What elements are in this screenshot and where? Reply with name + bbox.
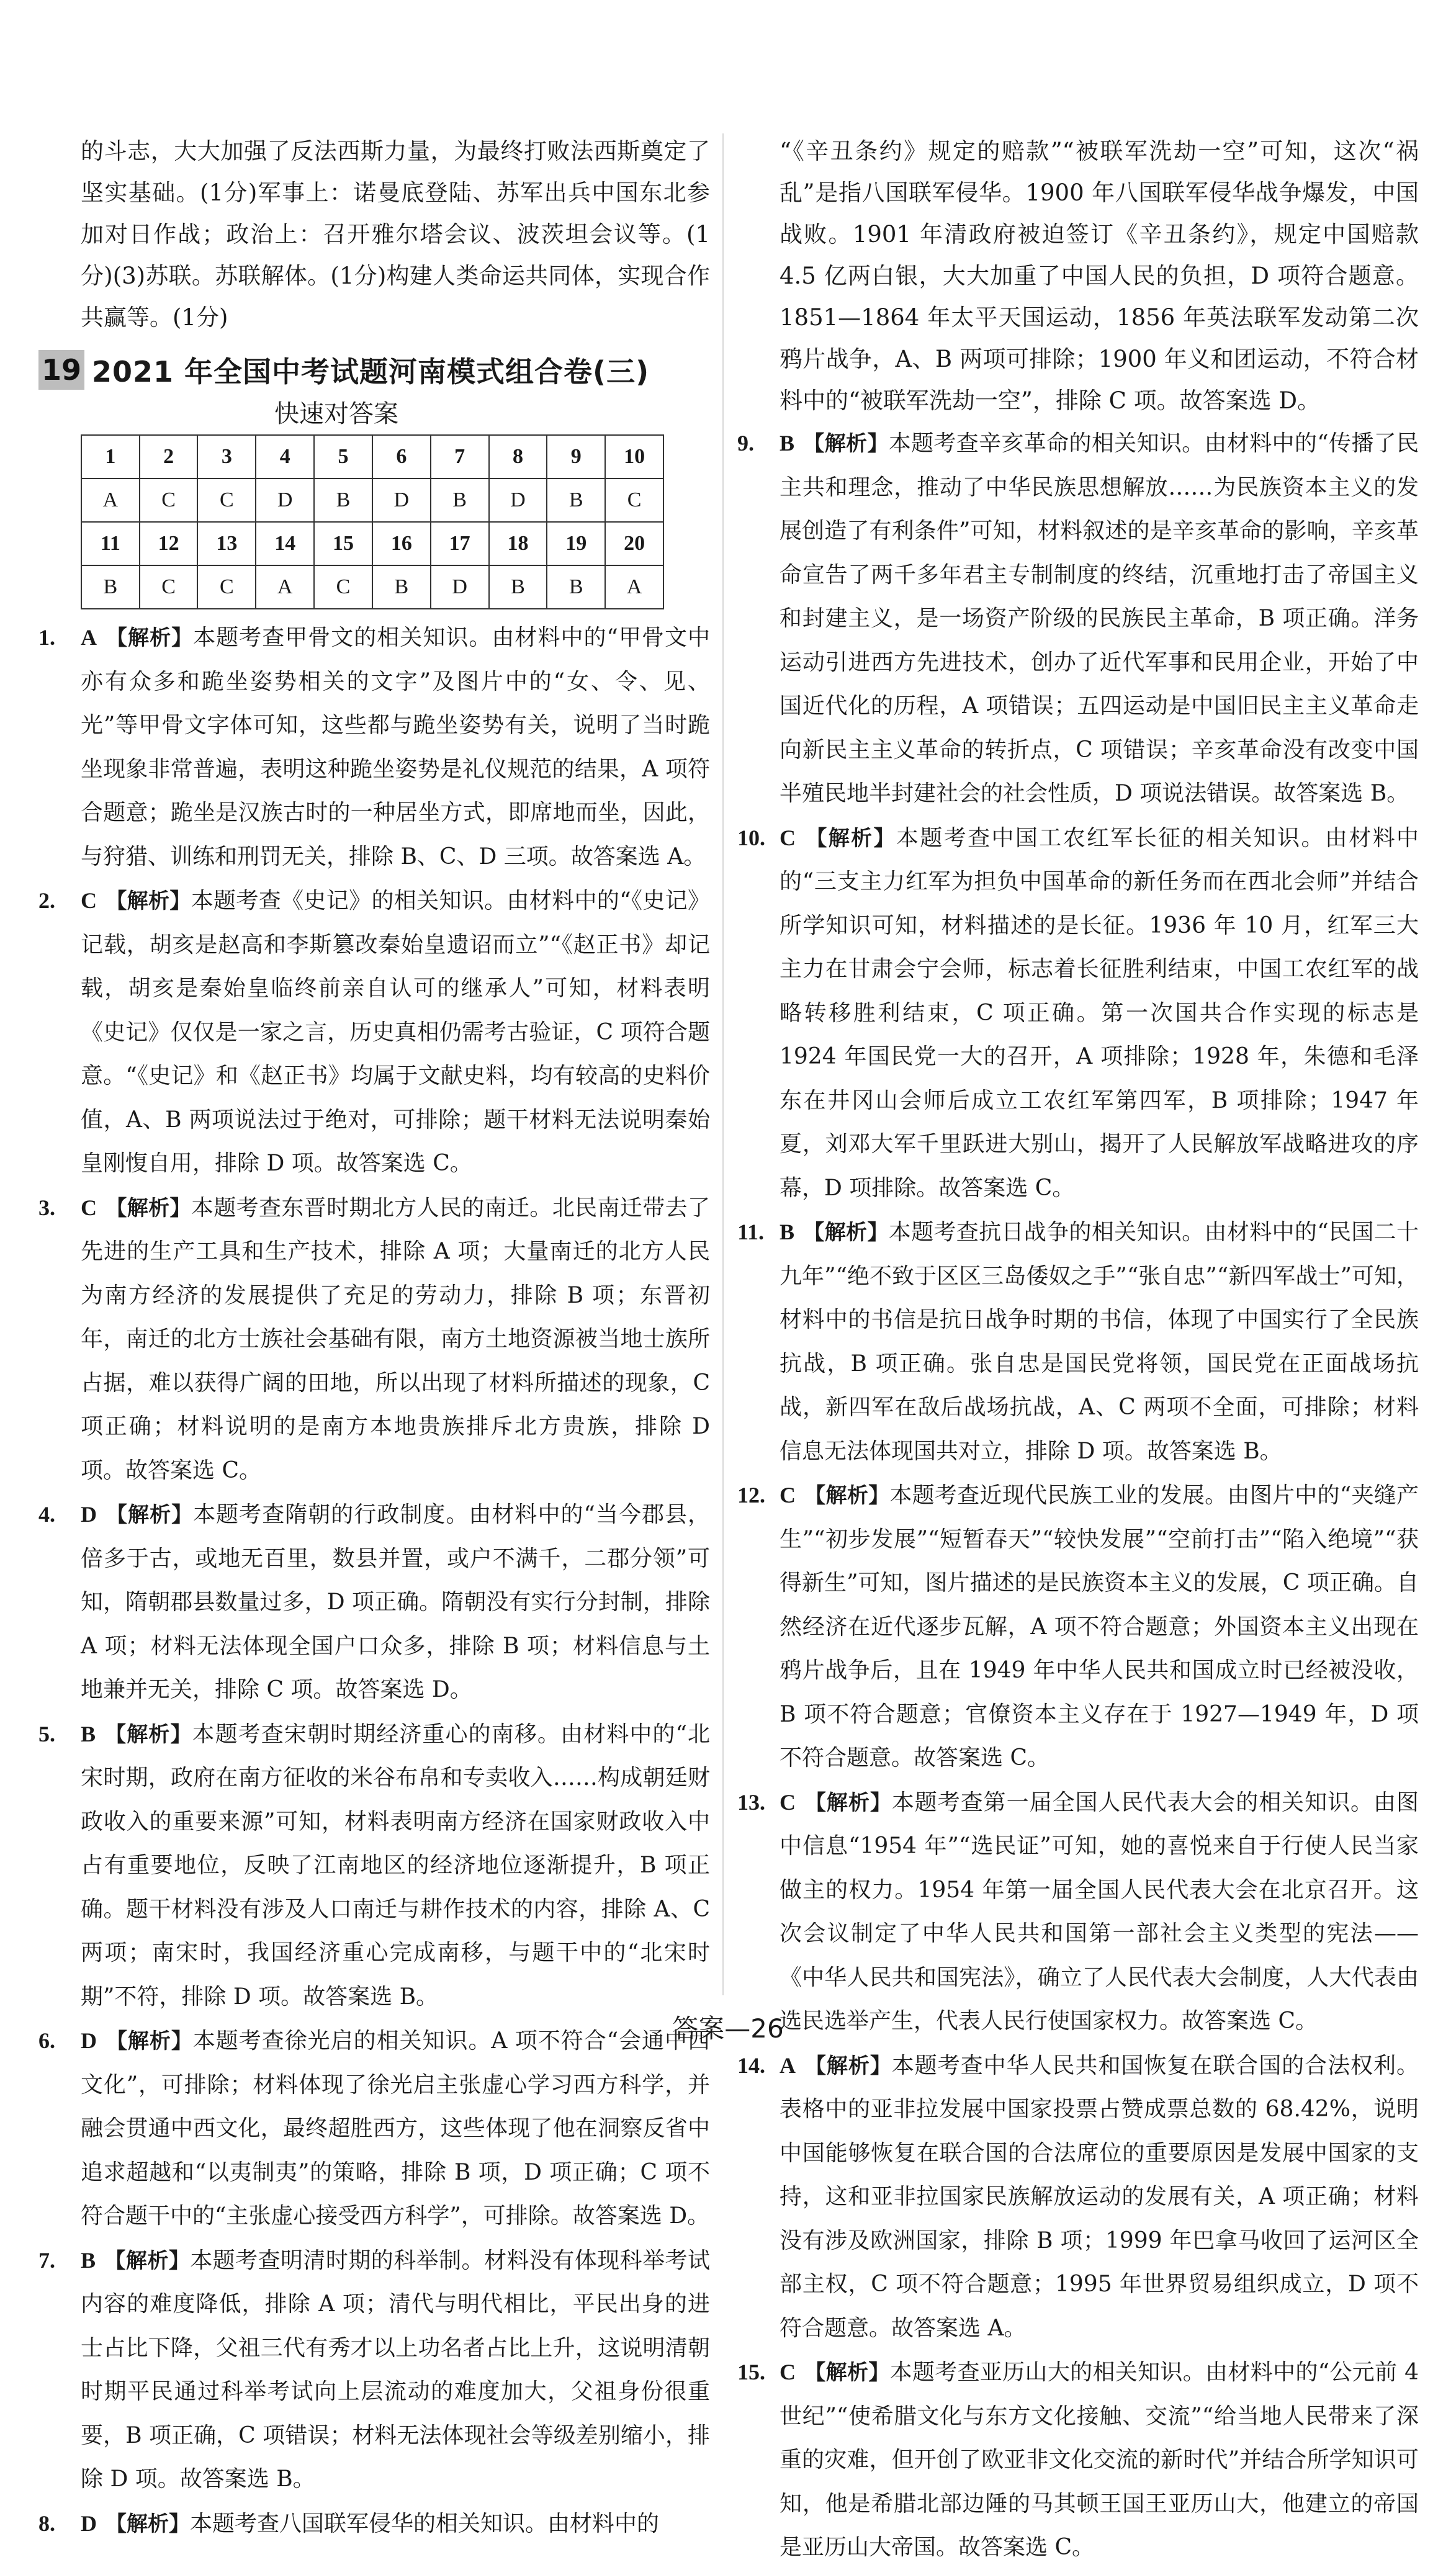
answer-letter-cell: B (431, 479, 489, 522)
question-number-cell: 4 (256, 435, 314, 479)
question-number: 15. (737, 2360, 765, 2384)
analysis-text: 本题考查第一届全国人民代表大会的相关知识。由图中信息“1954 年”“选民证”可知，她的喜悦来自于行使人民当家做主的权力。1954 年第一届全国人民代表大会在北京召开。这次会议制定了中华人民共和国第一部社会主义类型的宪法——《中华人民共和国宪法》，确立了人民代表大会制度，人大代表由选民选举产生，代表人民行使国家权力。故答案选 C。 (780, 1789, 1419, 2034)
page-number: 答案—26 (672, 2013, 784, 2044)
analysis-tag: 【解析】 (804, 1790, 892, 1815)
answer-item (38, 1186, 710, 1493)
answer-table-row (81, 479, 663, 522)
right-answer-list (737, 421, 1419, 2570)
answer-letter-cell: D (256, 479, 314, 522)
answer-item (38, 2239, 710, 2502)
analysis-tag: 【解析】 (803, 1220, 889, 1245)
analysis-text: 本题考查《史记》的相关知识。由材料中的“《史记》记载，胡亥是赵高和李斯篡改秦始皇遗诏而立”“《赵正书》却记载，胡亥是秦始皇临终前亲自认可的继承人”可知，材料表明《史记》仅仅是一家之言，历史真相仍需考古验证，C 项符合题意。“《史记》和《赵正书》均属于文献史料，均有较高的史料价值，A、B 两项说法过于绝对，可排除；题干材料无法说明秦始皇刚愎自用，排除 D 项。故答案选 C。 (81, 888, 711, 1176)
answer-letter-cell: A (81, 479, 140, 522)
question-number-cell: 13 (197, 522, 256, 565)
section-title: 2021 年全国中考试题河南模式组合卷(三) (92, 355, 650, 389)
answer-letter-cell: C (140, 479, 198, 522)
answer-letter: C (780, 825, 796, 850)
question-number: 4. (38, 1502, 55, 1527)
analysis-text: 本题考查甲骨文的相关知识。由材料中的“甲骨文中亦有众多和跪坐姿势相关的文字”及图片中的“女、令、见、光”等甲骨文字体可知，这些都与跪坐姿势有关，说明了当时跪坐现象非常普遍，表明这种跪坐姿势是礼仪规范的结果，A 项符合题意；跪坐是汉族古时的一种居坐方式，即席地而坐，因此，与狩猎、训练和刑罚无关，排除 B、C、D 三项。故答案选 A。 (81, 625, 711, 869)
answer-letter-cell: B (547, 479, 605, 522)
question-number-cell: 10 (605, 435, 663, 479)
answer-letter: B (780, 1220, 795, 1244)
answer-item (737, 421, 1419, 816)
section-number: 19 (38, 350, 84, 390)
question-number: 11. (737, 1220, 765, 1244)
answer-letter-cell: B (547, 565, 605, 609)
answer-table-row (81, 565, 663, 609)
left-column (38, 130, 710, 2546)
answer-letter-cell: C (314, 565, 372, 609)
analysis-text: 本题考查亚历山大的相关知识。由材料中的“公元前 4 世纪”“使希腊文化与东方文化接触、交流”“给当地人民带来了深重的灾难，但开创了欧亚非文化交流的新时代”并结合所学知识可知，他是希腊北部边陲的马其顿王国王亚历山大，他建立的帝国是亚历山大帝国。故答案选 C。 (780, 2360, 1419, 2560)
answer-letter-cell: A (605, 565, 663, 609)
question-number: 10. (737, 825, 765, 850)
answer-letter-cell: B (489, 565, 547, 609)
question-number: 14. (737, 2052, 765, 2078)
analysis-tag: 【解析】 (804, 2360, 890, 2385)
question-number-cell: 18 (489, 522, 547, 565)
analysis-text: 本题考查宋朝时期经济重心的南移。由材料中的“北宋时期，政府在南方征收的米谷布帛和专卖收入……构成朝廷财政收入的重要来源”可知，材料表明南方经济在国家财政收入中占有重要地位，反映了江南地区的经济地位逐渐提升，B 项正确。题干材料没有涉及人口南迁与耕作技术的内容，排除 A、C 两项；南宋时，我国经济重心完成南移，与题干中的“北宋时期”不符，排除 D 项。故答案选 B。 (81, 1721, 711, 2010)
question-number-cell: 19 (547, 522, 605, 565)
answer-item (38, 1712, 710, 2020)
analysis-text: 本题考查徐光启的相关知识。A 项不符合“会通中西文化”，可排除；材料体现了徐光启主张虚心学习西方科学，并融会贯通中西文化，最终超胜西方，这些体现了他在洞察反省中追求超越和“以夷制夷”的策略，排除 B 项，D 项正确；C 项不符合题干中的“主张虚心接受西方科学”，可排除。故答案选 D。 (81, 2028, 710, 2229)
answer-letter-cell: B (81, 565, 140, 609)
answer-item (38, 1493, 710, 1712)
answer-letter: C (780, 1483, 796, 1507)
answer-letter-cell: B (372, 565, 431, 609)
answer-table-row (81, 435, 663, 479)
question-number-cell: 15 (314, 522, 372, 565)
answer-item (38, 616, 710, 879)
answer-letter-cell: D (372, 479, 431, 522)
question-number: 5. (38, 1721, 55, 1746)
analysis-text: 本题考查明清时期的科举制。材料没有体现科举考试内容的难度降低，排除 A 项；清代与明代相比，平民出身的进士占比下降，父祖三代有秀才以上功名者占比上升，这说明清朝时期平民通过科举考试向上层流动的难度加大，父祖身份很重要，B 项正确，C 项错误；材料无法体现社会等级差别缩小，排除 D 项。故答案选 B。 (81, 2247, 710, 2492)
question-number-cell: 3 (197, 435, 256, 479)
question-number-cell: 2 (140, 435, 198, 479)
question-number: 1. (38, 625, 55, 650)
answer-table-caption: 快速对答案 (274, 400, 398, 428)
analysis-text: 本题考查中华人民共和国恢复在联合国的合法权利。表格中的亚非拉发展中国家投票占赞成票总数的 68.42%，说明中国能够恢复在联合国的合法席位的重要原因是发展中国家的支持，这和亚非拉国家民族解放运动的发展有关，A 项正确；材料没有涉及欧洲国家，排除 B 项；1999 年巴拿马收回了运河区全部主权，C 项不符合题意；1995 年世界贸易组织成立，D 项不符合题意。故答案选 A。 (780, 2052, 1419, 2341)
answer-table-row (81, 522, 663, 565)
analysis-text: 本题考查隋朝的行政制度。由材料中的“当今郡县，倍多于古，或地无百里，数县并置，或户不满千，二郡分领”可知，隋朝郡县数量过多，D 项正确。隋朝没有实行分封制，排除 A 项；材料无法体现全国户口众多，排除 B 项；材料信息与土地兼并无关，排除 C 项。故答案选 D。 (81, 1502, 711, 1702)
answer-letter-cell: B (314, 479, 372, 522)
answer-item (38, 2502, 710, 2546)
analysis-tag: 【解析】 (804, 1483, 890, 1508)
question-number: 6. (38, 2028, 55, 2053)
analysis-tag: 【解析】 (106, 889, 191, 914)
analysis-tag: 【解析】 (803, 431, 889, 456)
answer-item (737, 1781, 1419, 2044)
answer-letter-cell: A (256, 565, 314, 609)
answer-letter: C (81, 1195, 97, 1220)
carried-answer-text-right: “《辛丑条约》规定的赔款”“被联军洗劫一空”可知，这次“祸乱”是指八国联军侵华。1900 年八国联军侵华战争爆发，中国战败。1901 年清政府被迫签订《辛丑条约》，规定中国赔款 4.5 亿两白银，大大加重了中国人民的负担，D 项符合题意。1851—1864 年太平天国运动，1856 年英法联军发动第二次鸦片战争，A、B 两项可排除；1900 年义和团运动，不符合材料中的“被联军洗劫一空”，排除 C 项。故答案选 D。 (780, 138, 1419, 414)
column-divider (722, 133, 724, 1995)
analysis-tag: 【解析】 (104, 1722, 192, 1747)
analysis-text: 本题考查抗日战争的相关知识。由材料中的“民国二十九年”“绝不致于区区三岛倭奴之手”“张自忠”“新四军战士”可知，材料中的书信是抗日战争时期的书信，体现了中国实行了全民族抗战，B 项正确。张自忠是国民党将领，国民党在正面战场抗战，新四军在敌后战场抗战，A、C 两项不全面，可排除；材料信息无法体现国共对立，排除 D 项。故答案选 B。 (780, 1220, 1419, 1464)
question-number: 2. (38, 888, 55, 913)
answer-letter: C (81, 888, 97, 913)
answer-letter: C (780, 2360, 796, 2384)
analysis-text: 本题考查东晋时期北方人民的南迁。北民南迁带去了先进的生产工具和生产技术，排除 A 项；大量南迁的北方人民为南方经济的发展提供了充足的劳动力，排除 B 项；东晋初年，南迁的北方士族社会基础有限，南方土地资源被当地士族所占据，难以获得广阔的田地，所以出现了材料所描述的现象，C 项正确；材料说明的是南方本地贵族排斥北方贵族，排除 D 项。故答案选 C。 (81, 1195, 710, 1483)
answer-letter: B (780, 431, 795, 456)
question-number: 9. (737, 431, 754, 456)
answer-letter: A (81, 625, 97, 650)
answer-letter: B (81, 2247, 96, 2273)
analysis-text: 本题考查近现代民族工业的发展。由图片中的“夹缝产生”“初步发展”“短暂春天”“较快发展”“空前打击”“陷入绝境”“获得新生”可知，图片描述的是民族资本主义的发展，C 项正确。自然经济在近代逐步瓦解，A 项不符合题意；外国资本主义出现在鸦片战争后，且在 1949 年中华人民共和国成立时已经被没收，B 项不符合题意；官僚资本主义存在于 1927—1949 年，D 项不符合题意。故答案选 C。 (780, 1483, 1419, 1771)
analysis-tag: 【解析】 (106, 1503, 194, 1527)
answer-letter-cell: C (605, 479, 663, 522)
analysis-tag: 【解析】 (106, 2511, 190, 2536)
answer-item (38, 879, 710, 1186)
carried-answer-text: 的斗志，大大加强了反法西斯力量，为最终打败法西斯奠定了坚实基础。(1分)军事上：诺曼底登陆、苏军出兵中国东北参加对日作战；政治上：召开雅尔塔会议、波茨坦会议等。(1分)(3)苏联。苏联解体。(1分)构建人类命运共同体，实现合作共赢等。(1分) (81, 138, 710, 331)
answer-letter-cell: C (197, 565, 256, 609)
answer-letter: D (81, 2510, 97, 2536)
question-number-cell: 9 (547, 435, 605, 479)
analysis-tag: 【解析】 (104, 2248, 191, 2273)
answer-letter-cell: C (197, 479, 256, 522)
answer-letter-cell: D (431, 565, 489, 609)
analysis-tag: 【解析】 (804, 825, 896, 851)
analysis-tag: 【解析】 (106, 2029, 193, 2054)
question-number-cell: 11 (81, 522, 140, 565)
analysis-tag: 【解析】 (804, 2053, 892, 2078)
answer-letter: D (81, 2028, 97, 2053)
question-number-cell: 1 (81, 435, 140, 479)
question-number-cell: 8 (489, 435, 547, 479)
question-number: 12. (737, 1483, 765, 1507)
analysis-tag: 【解析】 (106, 1195, 191, 1221)
analysis-text: 本题考查八国联军侵华的相关知识。由材料中的 (190, 2510, 660, 2536)
question-number-cell: 7 (431, 435, 489, 479)
answer-letter-cell: C (140, 565, 198, 609)
answer-table (81, 434, 664, 609)
question-number-cell: 16 (372, 522, 431, 565)
left-answer-list (38, 616, 710, 2546)
answer-item (737, 1473, 1419, 1781)
question-number-cell: 12 (140, 522, 198, 565)
analysis-tag: 【解析】 (106, 626, 194, 650)
answer-item (737, 2350, 1419, 2570)
analysis-text: 本题考查辛亥革命的相关知识。由材料中的“传播了民主共和理念，推动了中华民族思想解放……为民族资本主义的发展创造了有利条件”可知，材料叙述的是辛亥革命的影响，辛亥革命宣告了两千多年君主专制制度的终结，沉重地打击了帝国主义和封建主义，是一场资产阶级的民族民主革命，B 项正确。洋务运动引进西方先进技术，创办了近代军事和民用企业，开始了中国近代化的历程，A 项错误；五四运动是中国旧民主主义革命走向新民主主义革命的转折点，C 项错误；辛亥革命没有改变中国半殖民地半封建社会的社会性质，D 项说法错误。故答案选 B。 (780, 431, 1419, 806)
answer-letter: C (780, 1789, 796, 1815)
answer-item (737, 1210, 1419, 1473)
section-header (38, 349, 710, 390)
question-number: 7. (38, 2247, 55, 2273)
answer-item (737, 2044, 1419, 2351)
question-number-cell: 5 (314, 435, 372, 479)
question-number-cell: 20 (605, 522, 663, 565)
answer-letter: A (780, 2052, 796, 2078)
question-number: 8. (38, 2510, 55, 2536)
question-number-cell: 17 (431, 522, 489, 565)
answer-item (38, 2019, 710, 2239)
answer-letter: D (81, 1502, 97, 1527)
right-column (737, 130, 1419, 2570)
analysis-text: 本题考查中国工农红军长征的相关知识。由材料中的“三支主力红军为担负中国革命的新任务而在西北会师”并结合所学知识可知，材料描述的是长征。1936 年 10 月，红军三大主力在甘肃会宁会师，标志着长征胜利结束，中国工农红军的战略转移胜利结束，C 项正确。第一次国共合作实现的标志是 1924 年国民党一大的召开，A 项排除；1928 年，朱德和毛泽东在井冈山会师后成立工农红军第四军，B 项排除；1947 年夏，刘邓大军千里跃进大别山，揭开了人民解放军战略进攻的序幕，D 项排除。故答案选 C。 (780, 825, 1419, 1201)
answer-item (737, 816, 1419, 1211)
answer-letter: B (81, 1721, 96, 1746)
question-number: 3. (38, 1195, 55, 1220)
question-number-cell: 14 (256, 522, 314, 565)
question-number-cell: 6 (372, 435, 431, 479)
question-number: 13. (737, 1789, 765, 1815)
answer-letter-cell: D (489, 479, 547, 522)
